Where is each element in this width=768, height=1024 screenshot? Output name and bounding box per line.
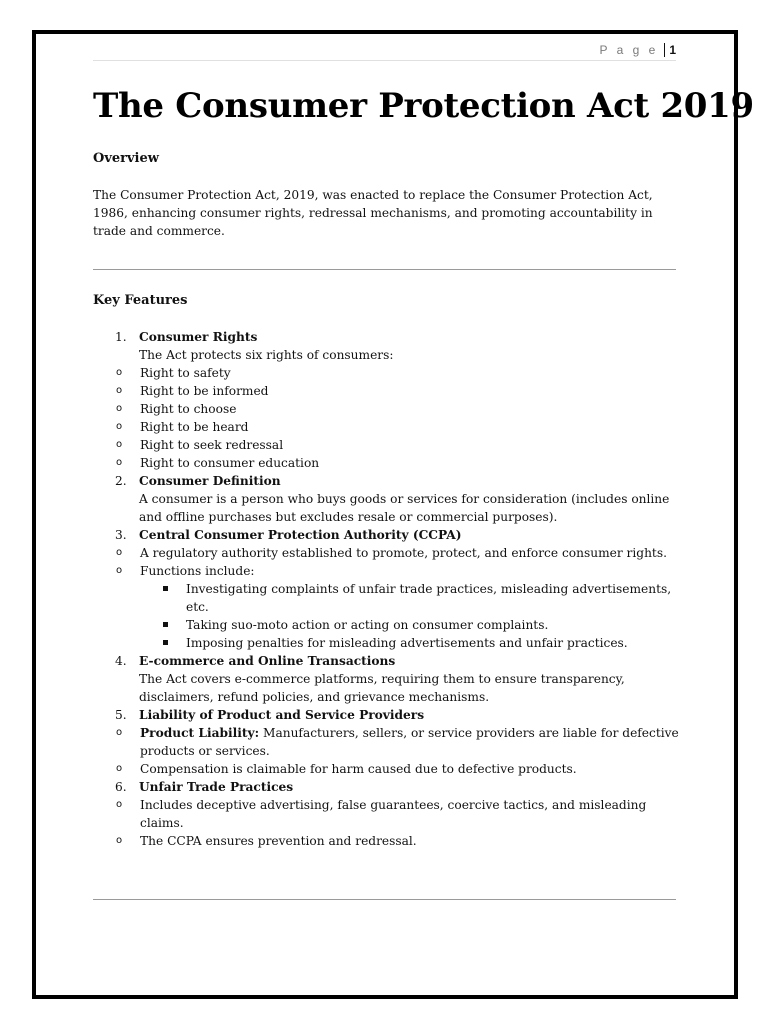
list-item-text: Functions include: [140, 564, 255, 578]
circle-bullet-icon: o [116, 403, 123, 414]
list-item [93, 382, 683, 400]
feature-description: The Act protects six rights of consumers: [139, 348, 394, 362]
feature-title: Consumer Definition [139, 474, 281, 488]
feature-number: 3. [115, 528, 127, 542]
list-item [93, 760, 683, 778]
list-item [93, 400, 683, 418]
list-item [93, 796, 683, 832]
circle-bullet-icon: o [116, 457, 123, 468]
feature-number: 5. [115, 708, 127, 722]
circle-bullet-icon: o [116, 565, 123, 576]
feature-number: 2. [115, 474, 127, 488]
list-item [93, 724, 683, 760]
feature-title: Liability of Product and Service Providers [139, 708, 425, 722]
sub-list-item [93, 616, 683, 634]
list-item [93, 418, 683, 436]
header-rule [93, 60, 676, 61]
circle-bullet-icon: o [116, 421, 123, 432]
sub-list-item [93, 580, 683, 616]
feature-title: Consumer Rights [139, 330, 258, 344]
page-label: P a g e [599, 43, 659, 57]
overview-text: The Consumer Protection Act, 2019, was enacted to replace the Consumer Protection Act, 1986, enhancing consumer rights, redressal mechanisms, and promoting accountability in trade and commerce. [93, 188, 653, 238]
list-item-text: Right to choose [140, 402, 237, 416]
feature-title: Central Consumer Protection Authority (CCPA) [139, 528, 462, 542]
square-bullet-icon [163, 640, 168, 645]
circle-bullet-icon: o [116, 547, 123, 558]
page-number: 1 [664, 43, 676, 57]
list-item [93, 562, 683, 580]
feature-title: Unfair Trade Practices [139, 780, 294, 794]
key-features-heading: Key Features [93, 293, 188, 308]
sub-list-item [93, 634, 683, 652]
list-item [93, 454, 683, 472]
sub-list-item-text: Taking suo-moto action or acting on consumer complaints. [186, 618, 549, 632]
list-item-bold-lead: Product Liability: [140, 726, 260, 740]
circle-bullet-icon: o [116, 763, 123, 774]
list-item [93, 436, 683, 454]
section-divider [93, 269, 676, 270]
list-item-text: Includes deceptive advertising, false guarantees, coercive tactics, and misleading claims. [140, 798, 647, 830]
list-item-text: Compensation is claimable for harm caused due to defective products. [140, 762, 577, 776]
circle-bullet-icon: o [116, 727, 123, 738]
feature-description: A consumer is a person who buys goods or services for consideration (includes online and offline purchases but excludes resale or commercial purposes). [139, 492, 670, 524]
list-item-text: Right to safety [140, 366, 231, 380]
list-item [93, 832, 683, 850]
list-item-text: Right to seek redressal [140, 438, 284, 452]
feature-item-ecommerce [93, 652, 683, 706]
feature-title: E-commerce and Online Transactions [139, 654, 396, 668]
list-item-text: Right to be heard [140, 420, 249, 434]
feature-item-consumer-definition [93, 472, 683, 526]
page-header [560, 43, 676, 57]
feature-item-ccpa [93, 526, 683, 544]
list-item [93, 364, 683, 382]
sub-list-item-text: Imposing penalties for misleading advertisements and unfair practices. [186, 636, 628, 650]
feature-item-liability [93, 706, 683, 724]
feature-item-consumer-rights [93, 328, 683, 364]
key-features-list [93, 328, 683, 850]
section-divider [93, 899, 676, 900]
feature-number: 1. [115, 330, 127, 344]
circle-bullet-icon: o [116, 799, 123, 810]
list-item-text: Right to be informed [140, 384, 269, 398]
feature-item-unfair-trade [93, 778, 683, 796]
circle-bullet-icon: o [116, 367, 123, 378]
list-item-text: Manufacturers, sellers, or service providers are liable for defective products or services. [140, 726, 679, 758]
circle-bullet-icon: o [116, 385, 123, 396]
square-bullet-icon [163, 586, 168, 591]
overview-heading: Overview [93, 151, 159, 166]
feature-number: 4. [115, 654, 127, 668]
document-title: The Consumer Protection Act 2019 [93, 86, 754, 126]
feature-number: 6. [115, 780, 127, 794]
list-item-text: The CCPA ensures prevention and redressal. [140, 834, 417, 848]
list-item [93, 544, 683, 562]
square-bullet-icon [163, 622, 168, 627]
circle-bullet-icon: o [116, 439, 123, 450]
list-item-text: A regulatory authority established to promote, protect, and enforce consumer rights. [140, 546, 667, 560]
feature-description: The Act covers e-commerce platforms, requiring them to ensure transparency, disclaimers, refund policies, and grievance mechanisms. [139, 672, 625, 704]
sub-list-item-text: Investigating complaints of unfair trade practices, misleading advertisements, etc. [186, 582, 672, 614]
circle-bullet-icon: o [116, 835, 123, 846]
list-item-text: Right to consumer education [140, 456, 320, 470]
